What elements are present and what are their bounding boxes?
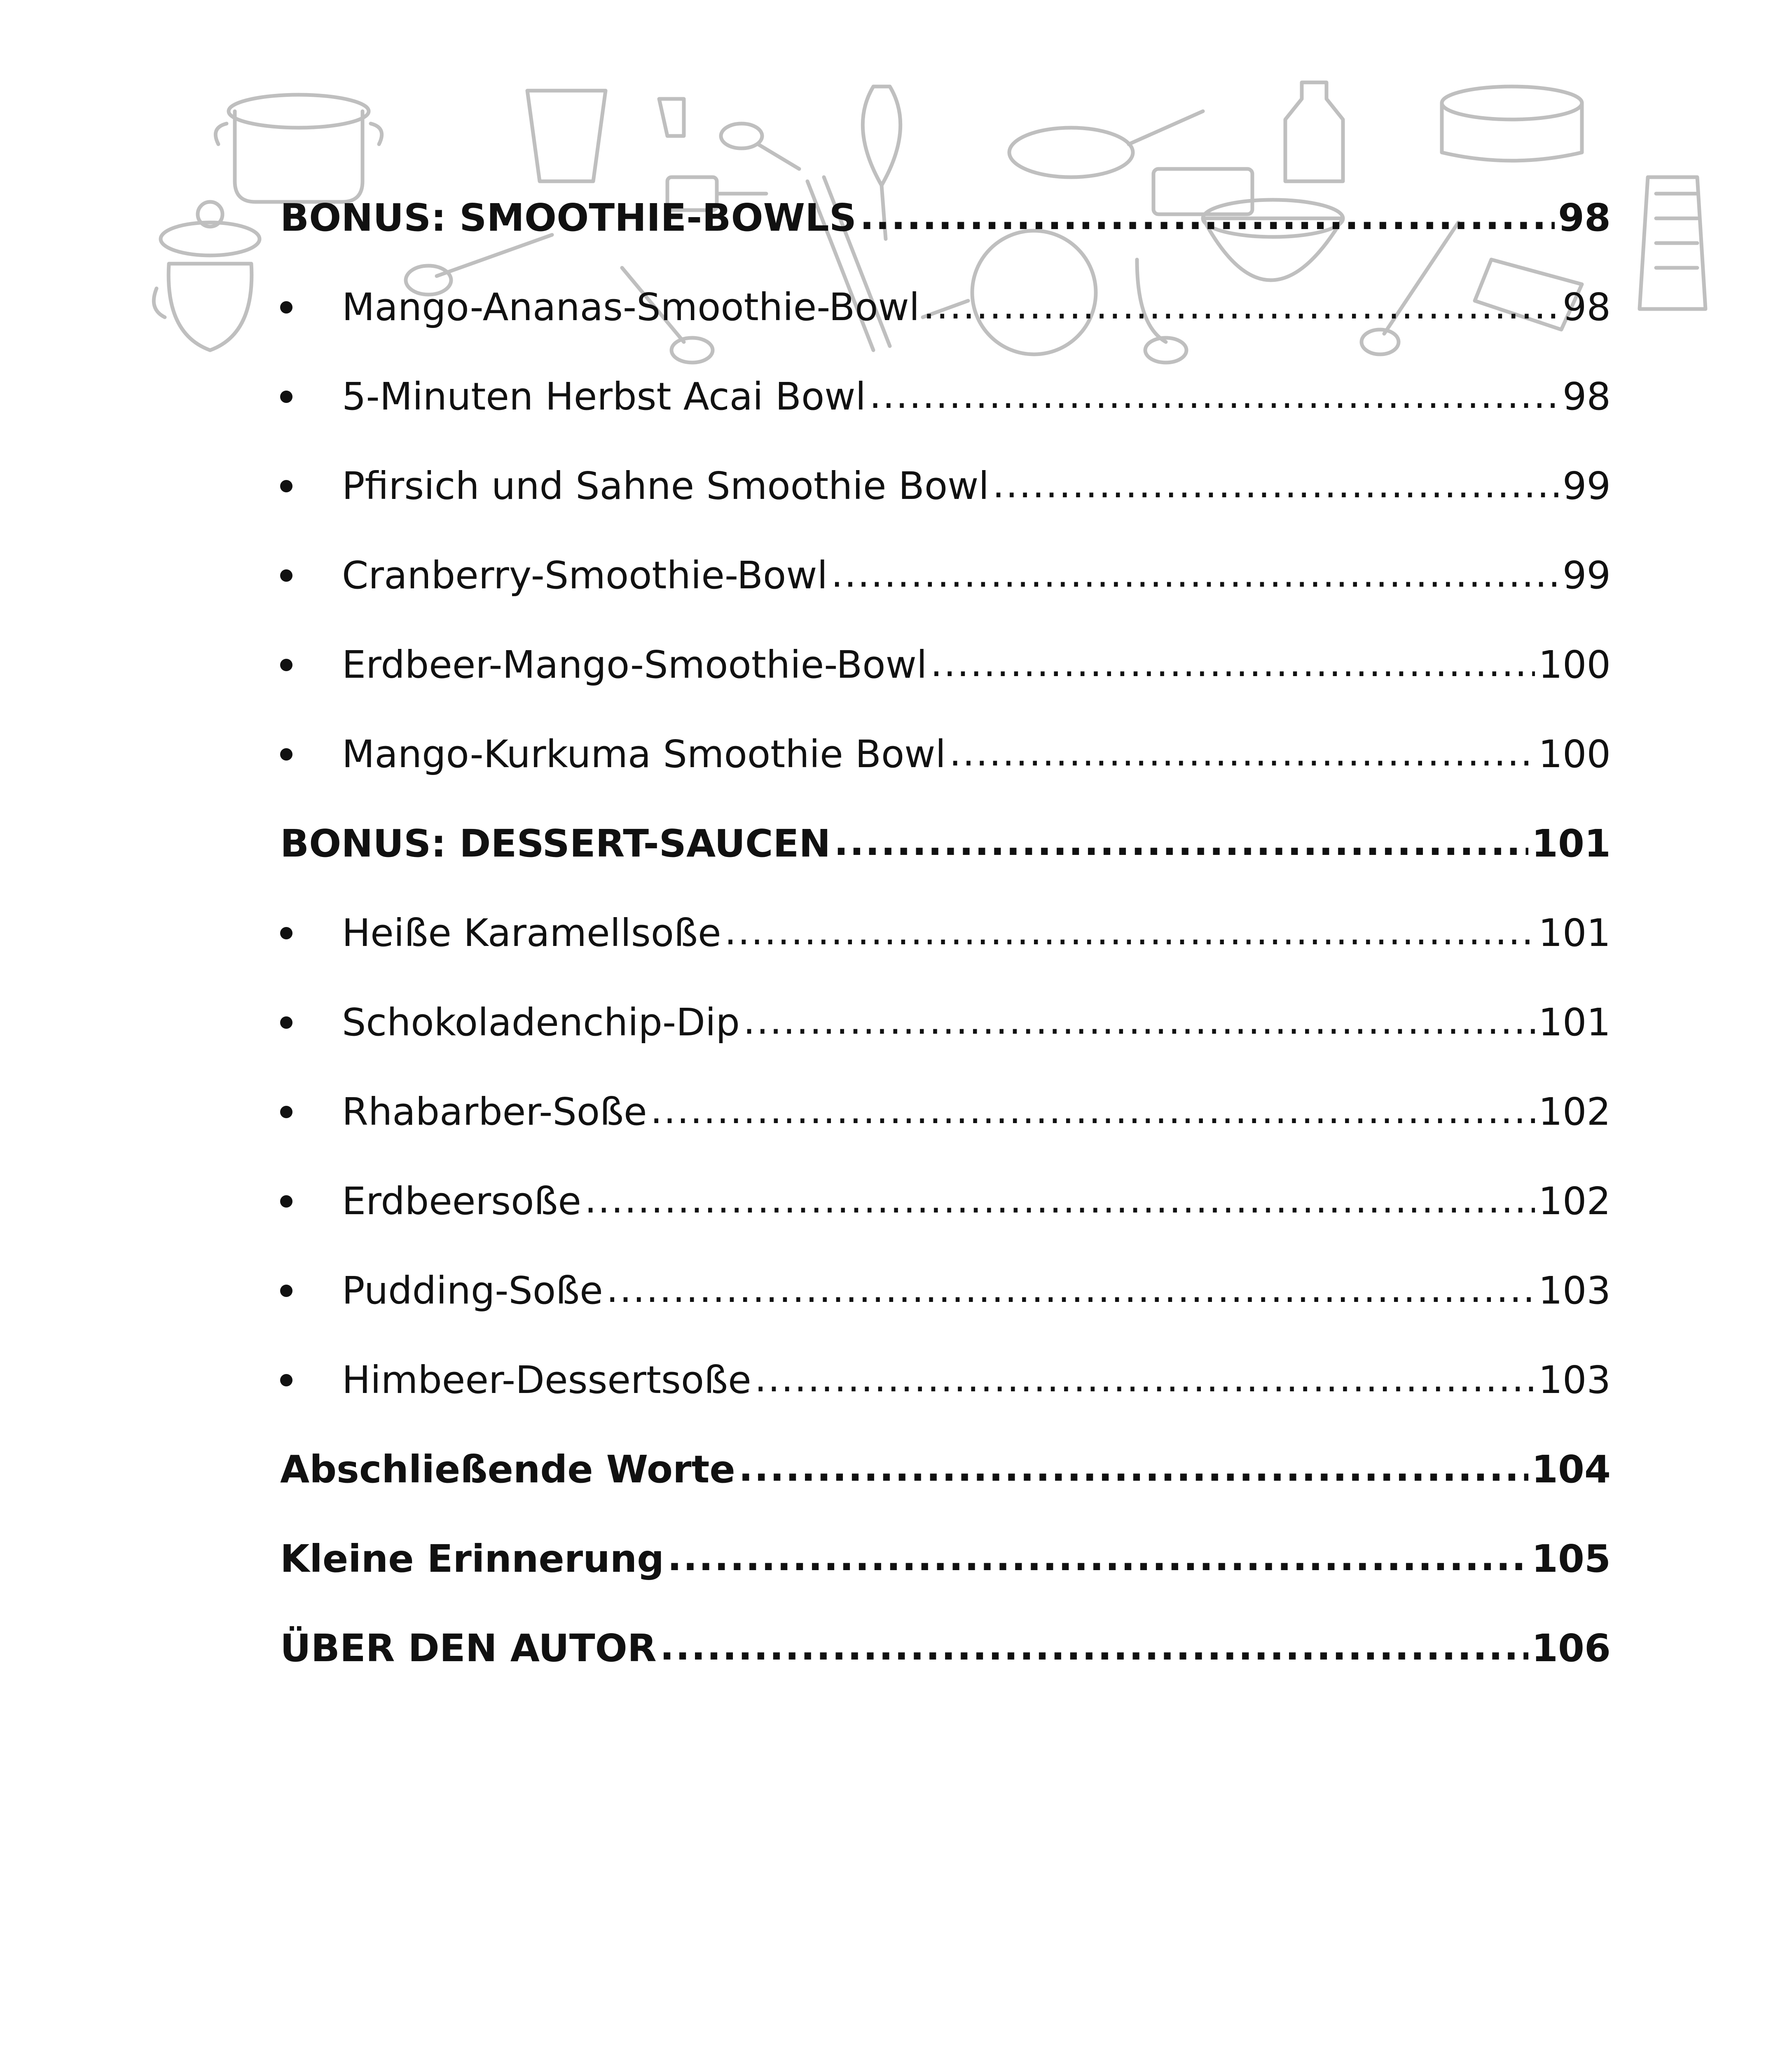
toc-section-heading[interactable]	[280, 173, 1611, 262]
toc-entry[interactable]	[280, 978, 1611, 1067]
dot-leader	[869, 378, 1559, 416]
toc-entry-title: Cranberry-Smoothie-Bowl	[342, 553, 828, 597]
toc-entry-title: ÜBER DEN AUTOR	[280, 1626, 657, 1670]
toc-section-heading[interactable]	[280, 1514, 1611, 1604]
dot-leader	[930, 646, 1535, 684]
toc-entry-title: Rhabarber-Soße	[342, 1089, 647, 1134]
toc-entry-title: Mango-Kurkuma Smoothie Bowl	[342, 732, 946, 776]
toc-entry[interactable]	[280, 620, 1611, 709]
bullet-icon	[280, 1016, 342, 1029]
bullet-icon	[280, 391, 342, 403]
toc-page-number: 105	[1531, 1536, 1611, 1581]
toc-entry[interactable]	[280, 888, 1611, 978]
toc-entry[interactable]	[280, 1156, 1611, 1246]
toc-entry[interactable]	[280, 441, 1611, 531]
dot-leader	[667, 1540, 1528, 1578]
dot-leader	[725, 914, 1535, 952]
toc-page-number: 100	[1538, 732, 1611, 776]
toc-entry-title: Himbeer-Dessertsoße	[342, 1358, 751, 1402]
bullet-icon	[280, 301, 342, 314]
toc-page-number: 102	[1538, 1089, 1611, 1134]
dot-leader	[831, 557, 1559, 595]
toc-page-number: 106	[1531, 1626, 1611, 1670]
bullet-icon	[280, 1106, 342, 1118]
dot-leader	[585, 1182, 1535, 1220]
toc-section-heading[interactable]	[280, 1604, 1611, 1693]
toc-page-number: 101	[1538, 911, 1611, 955]
toc-page-number: 100	[1538, 642, 1611, 687]
table-of-contents	[280, 173, 1611, 1693]
dot-leader	[923, 288, 1559, 326]
dot-leader	[755, 1361, 1535, 1399]
dot-leader	[949, 735, 1535, 773]
dot-leader	[650, 1093, 1535, 1131]
toc-page-number: 101	[1538, 1000, 1611, 1044]
toc-entry[interactable]	[280, 1246, 1611, 1335]
bullet-icon	[280, 1374, 342, 1386]
bullet-icon	[280, 748, 342, 761]
toc-entry[interactable]	[280, 709, 1611, 799]
toc-page-number: 103	[1538, 1358, 1611, 1402]
toc-entry-title: Abschließende Worte	[280, 1447, 735, 1491]
toc-entry-title: Schokoladenchip-Dip	[342, 1000, 740, 1044]
toc-entry-title: BONUS: DESSERT-SAUCEN	[280, 821, 831, 866]
bullet-icon	[280, 1195, 342, 1208]
toc-entry-title: Kleine Erinnerung	[280, 1536, 664, 1581]
bullet-icon	[280, 927, 342, 939]
toc-section-heading[interactable]	[280, 1425, 1611, 1514]
toc-entry-title: BONUS: SMOOTHIE-BOWLS	[280, 195, 857, 240]
toc-page-number: 102	[1538, 1179, 1611, 1223]
toc-entry[interactable]	[280, 352, 1611, 441]
toc-page-number: 101	[1531, 821, 1611, 866]
toc-section-heading[interactable]	[280, 799, 1611, 888]
toc-entry[interactable]	[280, 1067, 1611, 1156]
dot-leader	[660, 1629, 1528, 1667]
toc-entry-title: Pudding-Soße	[342, 1268, 603, 1313]
toc-page-number: 99	[1562, 553, 1611, 597]
toc-entry-title: Erdbeer-Mango-Smoothie-Bowl	[342, 642, 927, 687]
dot-leader	[743, 1004, 1535, 1042]
toc-entry[interactable]	[280, 531, 1611, 620]
toc-page-number: 98	[1562, 374, 1611, 419]
bullet-icon	[280, 659, 342, 671]
toc-page-number: 98	[1558, 195, 1611, 240]
toc-entry-title: Mango-Ananas-Smoothie-Bowl	[342, 285, 920, 329]
toc-entry[interactable]	[280, 1335, 1611, 1425]
bullet-icon	[280, 480, 342, 492]
toc-entry[interactable]	[280, 262, 1611, 352]
toc-page-number: 103	[1538, 1268, 1611, 1313]
toc-entry-title: 5-Minuten Herbst Acai Bowl	[342, 374, 866, 419]
toc-page-number: 99	[1562, 464, 1611, 508]
bullet-icon	[280, 569, 342, 582]
toc-entry-title: Heiße Karamellsoße	[342, 911, 721, 955]
toc-entry-title: Erdbeersoße	[342, 1179, 581, 1223]
dot-leader	[739, 1451, 1528, 1489]
bullet-icon	[280, 1285, 342, 1297]
dot-leader	[834, 825, 1528, 863]
dot-leader	[992, 467, 1559, 505]
dot-leader	[860, 199, 1555, 237]
toc-entry-title: Pfirsich und Sahne Smoothie Bowl	[342, 464, 989, 508]
toc-page-number: 98	[1562, 285, 1611, 329]
dot-leader	[606, 1272, 1535, 1310]
toc-page-number: 104	[1531, 1447, 1611, 1491]
